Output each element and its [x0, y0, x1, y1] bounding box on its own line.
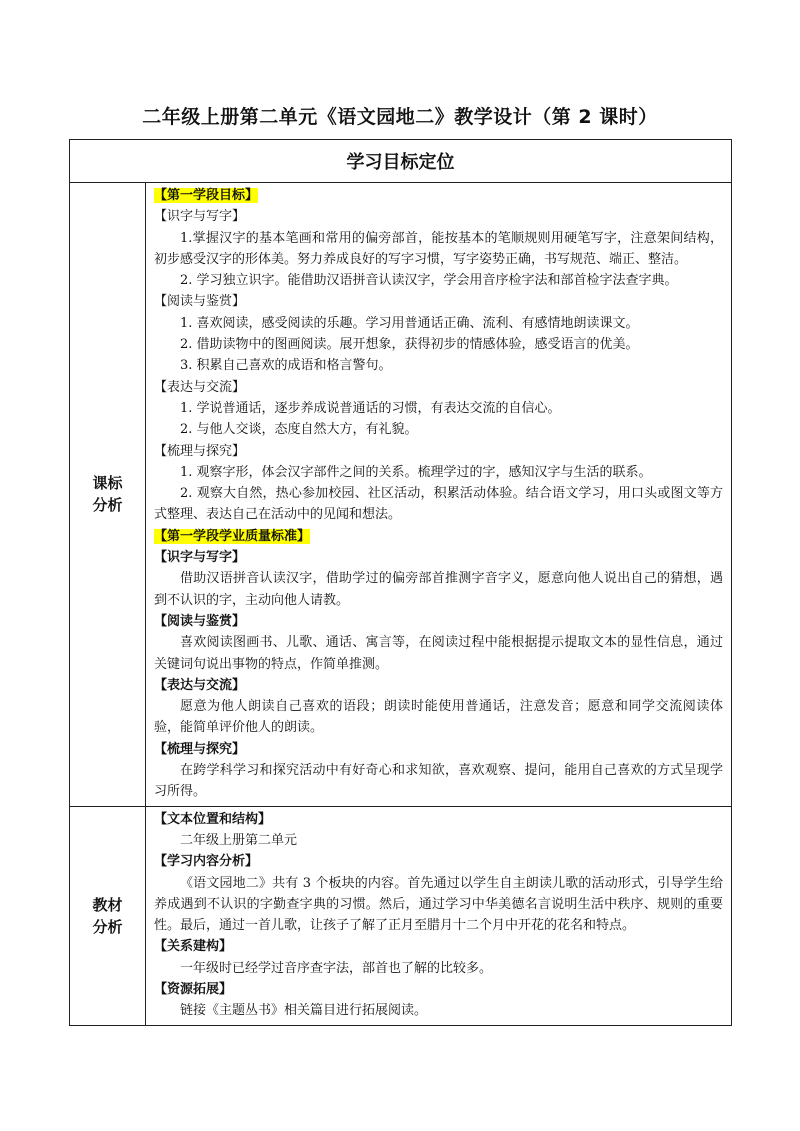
- section-label-line: 分析: [92, 917, 123, 936]
- quality-heading: 【识字与写字】: [154, 550, 246, 566]
- lesson-design-table: [69, 139, 732, 1026]
- textbook-text: 链接《主题丛书》相关篇目进行拓展阅读。: [180, 1003, 428, 1019]
- quality-text: 喜欢阅读图画书、儿歌、通话、寓言等，在阅读过程中能根据提示提取文本的显性信息，通过关键词句说出事物的特点，作简单推测。: [154, 635, 723, 672]
- goal-title-highlight: 【第一学段目标】: [154, 188, 259, 203]
- goal-item: 2. 借助读物中的图画阅读。展开想象，获得初步的情感体验，感受语言的优美。: [180, 337, 639, 353]
- section-label-line: 教材: [92, 895, 123, 914]
- quality-text: 在跨学科学习和探究活动中有好奇心和求知欲，喜欢观察、提问，能用自己喜欢的方式呈现学习所得。: [154, 763, 723, 800]
- quality-title-highlight: 【第一学段学业质量标准】: [154, 528, 311, 544]
- goal-item: 2. 观察大自然，热心参加校园、社区活动，积累活动体验。结合语文学习，用口头或图文等方式整理、表达自己在活动中的见闻和想法。: [154, 486, 723, 523]
- quality-heading: 【表达与交流】: [154, 677, 246, 693]
- textbook-text: 《语文园地二》共有 3 个板块的内容。首先通过以学生自主朗读儿歌的活动形式，引导学生给养成遇到不认识的字勤查字典的习惯。然后，通过学习中华美德名言说明生活中秩序、规则的重要性。最后，通过一首儿歌，让孩子了解了正月至腊月十二个月中开花的花名和特点。: [154, 875, 723, 934]
- goal-item: 2. 与他人交谈，态度自然大方，有礼貌。: [180, 422, 418, 438]
- textbook-heading: 【关系建构】: [154, 939, 233, 955]
- goal-item: 1. 观察字形，体会汉字部件之间的关系。梳理学过的字，感知汉字与生活的联系。: [180, 464, 652, 480]
- section-label-line: 课标: [92, 474, 123, 493]
- goal-heading: 【表达与交流】: [154, 379, 246, 395]
- goal-item: 3. 积累自己喜欢的成语和格言警句。: [180, 358, 392, 374]
- section-label-textbook: [70, 806, 146, 1025]
- textbook-heading: 【文本位置和结构】: [154, 811, 272, 827]
- curriculum-content: [146, 183, 732, 807]
- table-header: 学习目标定位: [70, 140, 732, 183]
- quality-text: 愿意为他人朗读自己喜欢的语段；朗读时能使用普通话，注意发音；愿意和同学交流阅读体验，能简单评价他人的朗读。: [154, 699, 723, 736]
- goal-item: 2. 学习独立识字。能借助汉语拼音认读汉字，学会用音序检字法和部首检字法查字典。: [180, 273, 678, 289]
- goal-item: 1. 喜欢阅读，感受阅读的乐趣。学习用普通话正确、流利、有感情地朗读课文。: [180, 315, 639, 331]
- goal-item: 1. 学说普通话，逐步养成说普通话的习惯，有表达交流的自信心。: [180, 400, 561, 416]
- textbook-text: 二年级上册第二单元: [180, 832, 298, 848]
- section-label-curriculum: [70, 183, 146, 807]
- quality-text: 借助汉语拼音认读汉字，借助学过的偏旁部首推测字音字义，愿意向他人说出自己的猜想，遇到不认识的字，主动向他人请教。: [154, 571, 723, 608]
- goal-heading: 【梳理与探究】: [154, 443, 246, 459]
- textbook-heading: 【资源拓展】: [154, 981, 233, 997]
- quality-heading: 【梳理与探究】: [154, 741, 246, 757]
- goal-heading: 【阅读与鉴赏】: [154, 294, 246, 310]
- textbook-heading: 【学习内容分析】: [154, 854, 259, 870]
- textbook-content: [146, 806, 732, 1025]
- textbook-text: 一年级时已经学过音序查字法，部首也了解的比较多。: [180, 960, 493, 976]
- document-title: 二年级上册第二单元《语文园地二》教学设计（第 2 课时）: [142, 106, 658, 128]
- goal-item: 1.掌握汉字的基本笔画和常用的偏旁部首，能按基本的笔顺规则用硬笔写字，注意架间结构，初步感受汉字的形体美。努力养成良好的写字习惯，写字姿势正确，书写规范、端正、整洁。: [154, 230, 723, 267]
- quality-heading: 【阅读与鉴赏】: [154, 613, 246, 629]
- section-label-line: 分析: [92, 496, 123, 515]
- goal-heading: 【识字与写字】: [154, 209, 246, 225]
